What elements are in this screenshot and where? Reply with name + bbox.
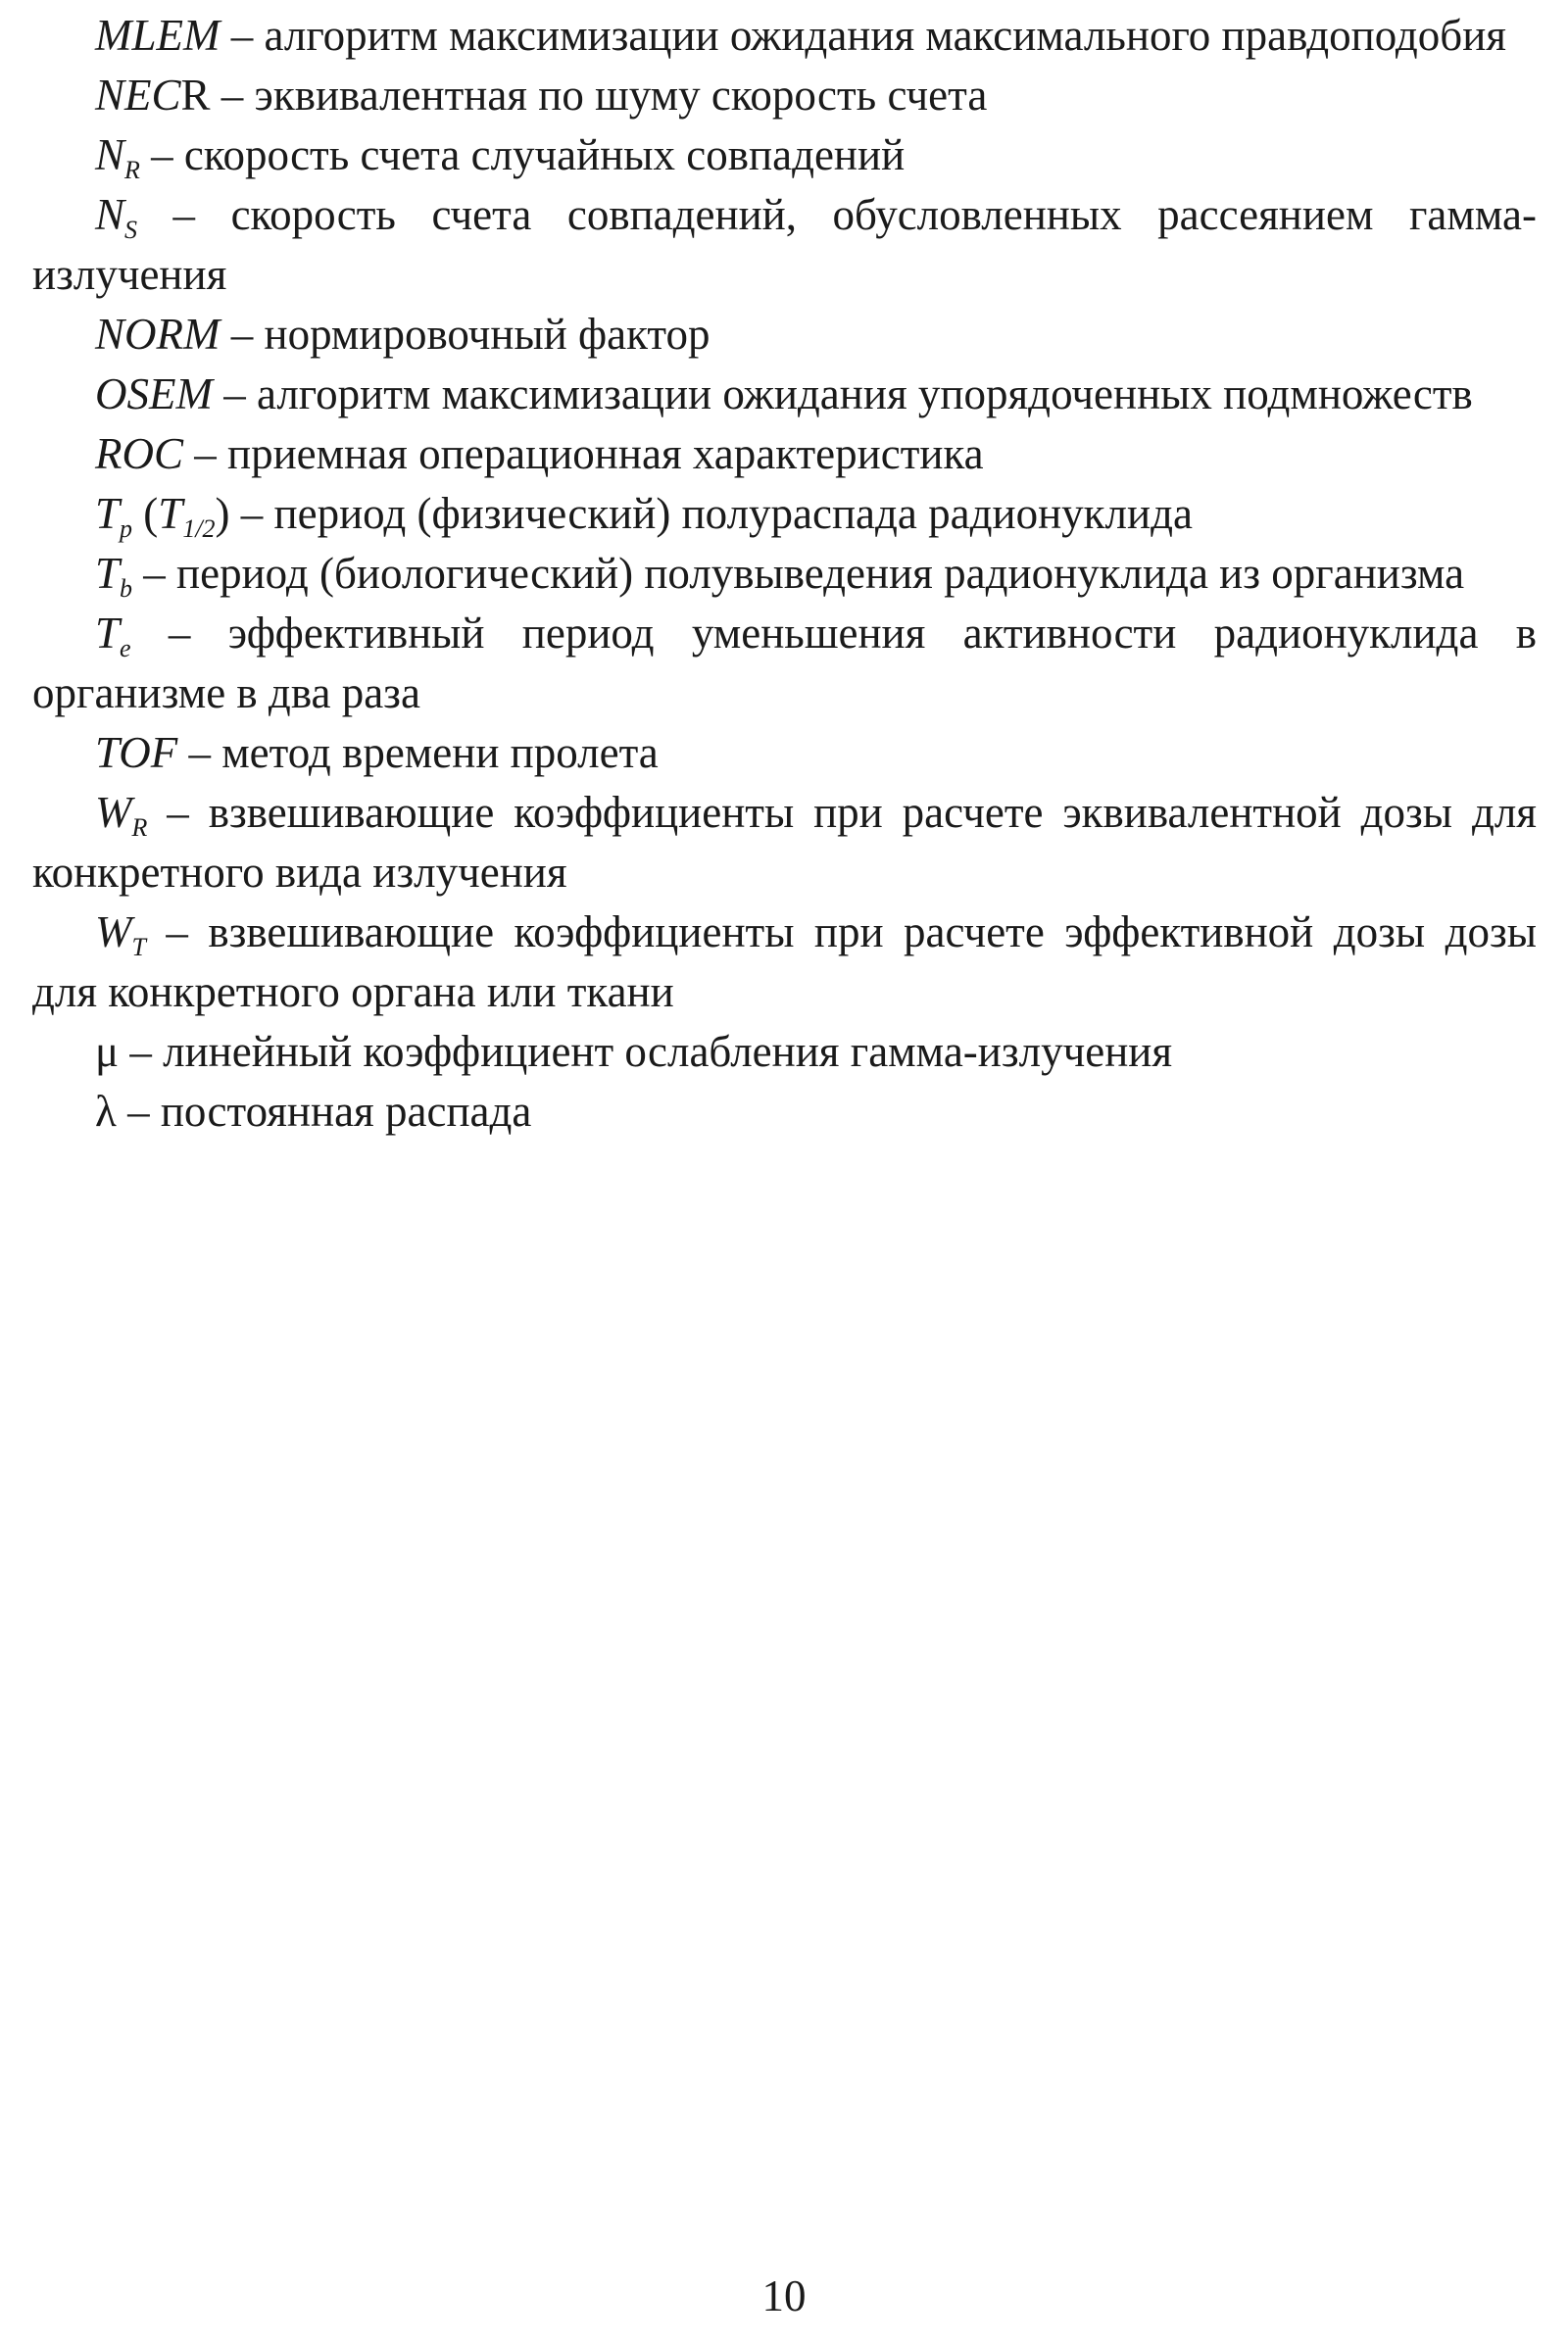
entry-norm (32, 305, 1537, 365)
definition: – скорость счета случайных совпадений (139, 130, 906, 179)
entry-tof (32, 723, 1537, 783)
entry-roc (32, 424, 1537, 484)
term (95, 907, 146, 961)
term-base: N (95, 190, 125, 239)
term-subscript: S (124, 216, 138, 244)
term-base: T (95, 609, 121, 658)
term (95, 549, 133, 603)
definition: – линейный коэффициент ослабления гамма-излучения (119, 1027, 1173, 1076)
term-base: W (95, 788, 132, 837)
definition: – взвешивающие коэффициенты при расчете эффективной дозы дозы для конкретного органа или ткани (32, 907, 1537, 1016)
definition: – скорость счета совпадений, обусловленных рассеянием гамма-излучения (32, 190, 1537, 299)
entry-mlem (32, 6, 1537, 66)
entry-nr (32, 125, 1537, 185)
definition: – метод времени пролета (177, 728, 659, 777)
term-base: T (95, 489, 121, 538)
term-subscript: R (131, 813, 148, 842)
term: OSEM (95, 369, 213, 418)
definition: – эффективный период уменьшения активности радионуклида в организме в два раза (32, 609, 1537, 717)
entry-wt (32, 903, 1537, 1022)
term: TOF (95, 728, 178, 777)
entry-wr (32, 783, 1537, 903)
term-symbol: μ (95, 1027, 120, 1076)
entry-lambda (32, 1082, 1537, 1142)
term-subscript: b (120, 574, 133, 603)
term: MLEM (95, 11, 220, 60)
term-base: W (95, 907, 132, 956)
term-base: T (95, 549, 121, 598)
term-subscript: R (124, 156, 140, 184)
entry-tp (32, 484, 1537, 544)
definition: – постоянная распада (116, 1087, 532, 1136)
term (95, 788, 148, 842)
term-subscript: p (120, 514, 133, 543)
term-alt-base: T (158, 489, 183, 538)
term-paren-close: ) (215, 489, 230, 538)
definition: – эквивалентная по шуму скорость счета (210, 71, 988, 120)
entry-te (32, 604, 1537, 723)
term (95, 609, 131, 662)
definition: – нормировочный фактор (220, 310, 710, 359)
term-alt-subscript: 1/2 (182, 514, 216, 543)
term (95, 130, 140, 184)
term-subscript: T (131, 933, 146, 961)
entry-mu (32, 1022, 1537, 1082)
glossary-list (32, 6, 1537, 1142)
definition: – период (физический) полураспада радионуклида (229, 489, 1193, 538)
entry-tb (32, 544, 1537, 604)
term-suffix: R (180, 71, 211, 120)
entry-necr (32, 66, 1537, 125)
term-symbol: λ (95, 1087, 117, 1136)
term-subscript: e (120, 634, 131, 662)
term-paren-open: ( (132, 489, 159, 538)
term: NEC (95, 71, 181, 120)
term-alt (158, 489, 216, 543)
term: ROC (95, 429, 183, 478)
definition: – период (биологический) полувыведения радионуклида из организма (132, 549, 1465, 598)
entry-osem (32, 365, 1537, 424)
definition: – приемная операционная характеристика (183, 429, 984, 478)
definition: – алгоритм максимизации ожидания максимального правдоподобия (220, 11, 1506, 60)
term: NORM (95, 310, 220, 359)
term (95, 489, 133, 543)
definition: – взвешивающие коэффициенты при расчете эквивалентной дозы для конкретного вида излучения (32, 788, 1537, 897)
definition: – алгоритм максимизации ожидания упорядоченных подмножеств (212, 369, 1473, 418)
term (95, 190, 138, 244)
term-base: N (95, 130, 125, 179)
entry-ns (32, 185, 1537, 305)
page-number: 10 (761, 2271, 807, 2320)
